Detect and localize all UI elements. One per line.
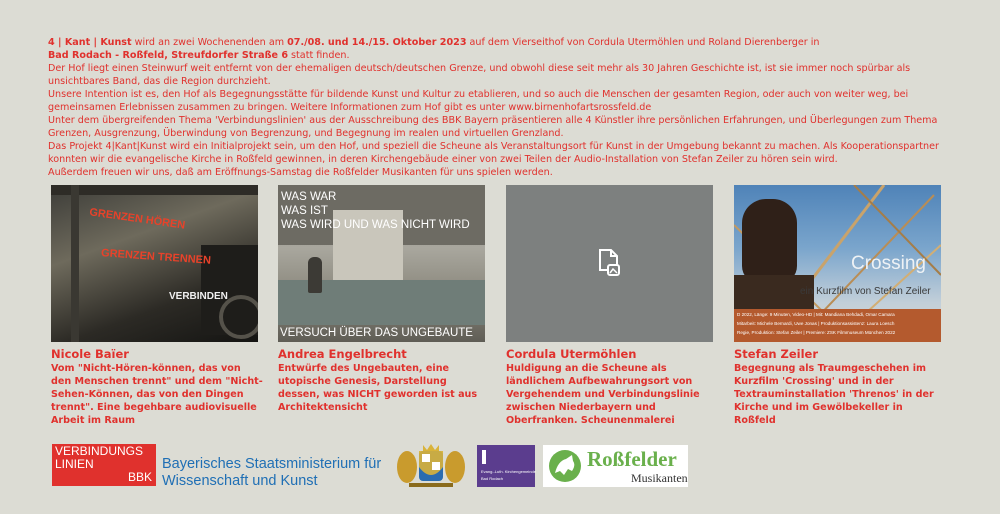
artist-card-stefan-zeiler [734,185,944,426]
image-text-3: VERBINDEN [169,291,228,302]
image-text-1: GRENZEN HÖREN [88,206,186,232]
intro-paragraph-2: Der Hof liegt einen Steinwurf weit entfernt von der ehemaligen deutsch/deutschen Grenze, und obwohl diese seit mehr als 30 Jahren Geschichte ist, ist sie immer noch spürbar als unsichtbares Band, das die Region durchzieht. [48,63,911,87]
poster-credit-line: D 2022, Länge: 9 Minuten, Video-HD | Mit: Mandiana Behdadi, Omar Camara [737,312,895,317]
image-text-2: GRENZEN TRENNEN [100,247,212,267]
image-placeholder-icon [597,248,621,278]
image-beam [51,185,258,195]
bbk-logo[interactable] [52,444,156,486]
church-logo-line2: Bad Rodach [481,476,504,481]
horse-icon [546,449,584,483]
artist-name: Cordula Utermöhlen [506,347,637,361]
bbk-logo-line1: VERBINDUNGS [55,444,144,458]
musikanten-line2: Musikanten [631,471,688,485]
church-logo[interactable] [477,445,535,487]
poster-credit-line: Regie, Produktion: Stefan Zeiler | Premiere: ZSK Filmmuseum München 2022 [737,330,896,335]
intro-paragraph-5: Das Projekt 4|Kant|Kunst wird ein Initialprojekt sein, um den Hof, und speziell die Scheune als Veranstaltungsort für Kunst in der Umgebung bekannt zu machen. Als Kooperationspartner konnten wir die evangelische Kirche in Roßfeld gewinnen, in deren Kirchengebäude einer von zwei Teilen der Audio-Installation von Stefan Zeiler zu hören sein wird. [48,141,939,165]
intro-paragraph-3: Unsere Intention ist es, den Hof als Begegnungsstätte für bildende Kunst und Kultur zu etablieren, und so auch die Menschen der gesamten Region, oder auch von weiter weg, bei gemeinsamen Erlebnissen zusammen zu bringen. Weitere Informationen zum Hof gibt es unter www.birnenhofartsrossfeld.de [48,89,909,113]
poster-credit-line: Mitarbeit: Michele Bernardi, Uwe Jonas | Produktionsassistenz: Laura Loesch [737,321,895,326]
intro-line-1 [48,36,968,49]
artist-cards [51,185,951,435]
event-dates: 07./08. und 14./15. Oktober 2023 [287,37,467,48]
poster-subtitle: ein Kurzfilm von Stefan Zeiler [800,286,931,297]
artwork-image-placeholder[interactable] [506,185,713,342]
artwork-image-nicole-baier[interactable] [51,185,258,342]
ministry-line2: Wissenschaft und Kunst [162,473,318,489]
intro-text-part: auf dem Vierseithof von Cordula Utermöhlen und Roland Dierenberger in [466,37,820,48]
image-text-3: WAS WIRD UND WAS NICHT WIRD [281,219,470,231]
musikanten-logo[interactable] [543,445,688,487]
image-person [308,257,322,293]
artist-description: Vom "Nicht-Hören-können, das von den Menschen trennt" und dem "Nicht-Sehen-Können, das von den Dingen trennt". Eine begehbare audiovisuelle Arbeit im Raum [51,363,263,426]
artist-card-andrea-engelbrecht [278,185,488,413]
image-beam [71,185,79,342]
image-text-2: WAS IST [281,205,328,217]
project-name: 4 | Kant | Kunst [48,37,132,48]
intro-text-part: statt finden. [288,50,350,61]
artist-name: Nicole Baïer [51,347,129,361]
artist-description: Begegnung als Traumgeschehen im Kurzfilm 'Crossing' und in der Textrauminstallation 'Threnos' in der Kirche und im Gewölbekeller in Roßfeld [734,363,934,426]
bbk-logo-line2: LINIEN [55,457,94,471]
church-logo-line1: Evang.-Luth. Kirchengemeinde [481,469,536,474]
ministry-logo[interactable] [162,456,381,490]
event-place: Bad Rodach - Roßfeld, Streufdorfer Straße 6 [48,50,288,61]
image-text-4: VERSUCH ÜBER DAS UNGEBAUTE [280,327,473,339]
intro-paragraph-6: Außerdem freuen wir uns, daß am Eröffnungs-Samstag die Roßfelder Musikanten für uns spielen werden. [48,167,553,178]
artist-description: Huldigung an die Scheune als ländlichem Aufbewahrungsort von Vergehendem und Verbindungslinie zwischen Niederbayern und Oberfranken. Scheunenmalerei [506,363,700,426]
artist-name: Stefan Zeiler [734,347,819,361]
bavarian-coat-of-arms-icon[interactable] [395,443,467,489]
artwork-image-andrea-engelbrecht[interactable] [278,185,485,342]
intro-paragraph-4: Unter dem übergreifenden Thema 'Verbindungslinien' aus der Ausschreibung des BBK Bayern präsentieren alle 4 Künstler ihre persönlichen Erfahrungen, und Überlegungen zum Thema Grenzen, Ausgrenzung, Überwindung von Begrenzung, und Begegnung im realen und virtuellen Grenzland. [48,115,938,139]
intro-text-part: wird an zwei Wochenenden am [131,37,288,48]
musikanten-line1: Roßfelder [587,447,677,471]
intro-line-2 [48,49,968,62]
poster-title: Crossing [851,253,926,274]
image-person-face [742,199,797,284]
artist-name: Andrea Engelbrecht [278,347,407,361]
image-text-1: WAS WAR [281,191,337,203]
intro-text [48,36,968,179]
ministry-line1: Bayerisches Staatsministerium für [162,456,382,472]
poster-credits [734,309,941,342]
artist-card-nicole-baier [51,185,263,426]
sponsor-logos [52,443,952,493]
church-cross-icon [482,450,486,464]
artist-description: Entwürfe des Ungebauten, eine utopische Genesis, Darstellung dessen, was NICHT geworden ist aus Architektensicht [278,363,478,413]
artist-card-cordula-utermoehlen [506,185,716,426]
artwork-image-crossing-poster[interactable] [734,185,941,342]
bbk-logo-line3: BBK [127,470,152,484]
